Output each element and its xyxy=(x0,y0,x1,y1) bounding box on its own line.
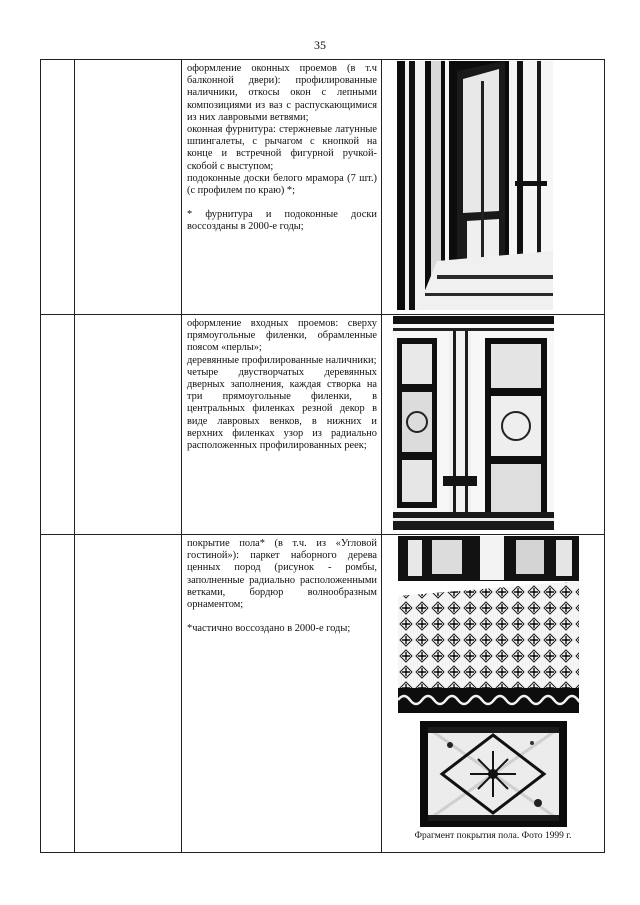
description-paragraph: оформление оконных проемов (в т.ч балконной двери): профилированные наличники, откосы окон с лепными композициями из ваз с распускающимися из них лавровыми ветвями; xyxy=(187,63,377,123)
empty-cell xyxy=(41,315,75,535)
empty-cell xyxy=(75,60,182,315)
description-paragraph: оформление входных проемов: сверху прямоугольные филенки, обрамленные поясом «перлы»; xyxy=(187,318,377,354)
table-row xyxy=(41,535,605,853)
empty-cell xyxy=(75,535,182,853)
table-row xyxy=(41,60,605,315)
floor-fragment-1999-photo xyxy=(420,721,567,827)
empty-cell xyxy=(41,60,75,315)
photo-cell xyxy=(382,535,605,853)
description-cell xyxy=(182,315,382,535)
description-paragraph: деревянные профилированные наличники; xyxy=(187,354,377,366)
photo-caption: Фрагмент покрытия пола. Фото 1999 г. xyxy=(414,831,572,841)
description-paragraph: покрытие пола* (в т.ч. из «Угловой гостиной»): паркет наборного дерева ценных пород (рисунок - ромбы, заполненные радиально расположенными ветками, бордюр волнообразным орнаментом; xyxy=(187,538,377,611)
photo-cell xyxy=(382,60,605,315)
description-cell xyxy=(182,535,382,853)
empty-cell xyxy=(75,315,182,535)
parquet-floor-photo xyxy=(398,536,579,713)
description-paragraph: четыре двустворчатых деревянных дверных заполнения, каждая створка на три прямоугольные филенки, в центральных филенках резной декор в виде лавровых венков, в нижних и верхних филенках узор из радиально расположенных профилированных реек; xyxy=(187,366,377,452)
description-cell xyxy=(182,60,382,315)
description-paragraph: * фурнитура и подоконные доски воссозданы в 2000-е годы; xyxy=(187,209,377,233)
document-table xyxy=(40,59,605,853)
entrance-doors-photo xyxy=(393,316,554,530)
photo-cell xyxy=(382,315,605,535)
description-paragraph: *частично воссоздано в 2000-е годы; xyxy=(187,623,351,635)
table-row xyxy=(41,315,605,535)
description-paragraph: подоконные доски белого мрамора (7 шт.) (с профилем по краю) *; xyxy=(187,172,377,197)
window-opening-photo xyxy=(397,61,553,310)
description-paragraph: оконная фурнитура: стержневые латунные шпингалеты, с рычагом с кнопкой на конце и встречной фигурной ручкой-скобой с выступом; xyxy=(187,124,377,172)
page-number: 35 xyxy=(314,38,326,52)
empty-cell xyxy=(41,535,75,853)
